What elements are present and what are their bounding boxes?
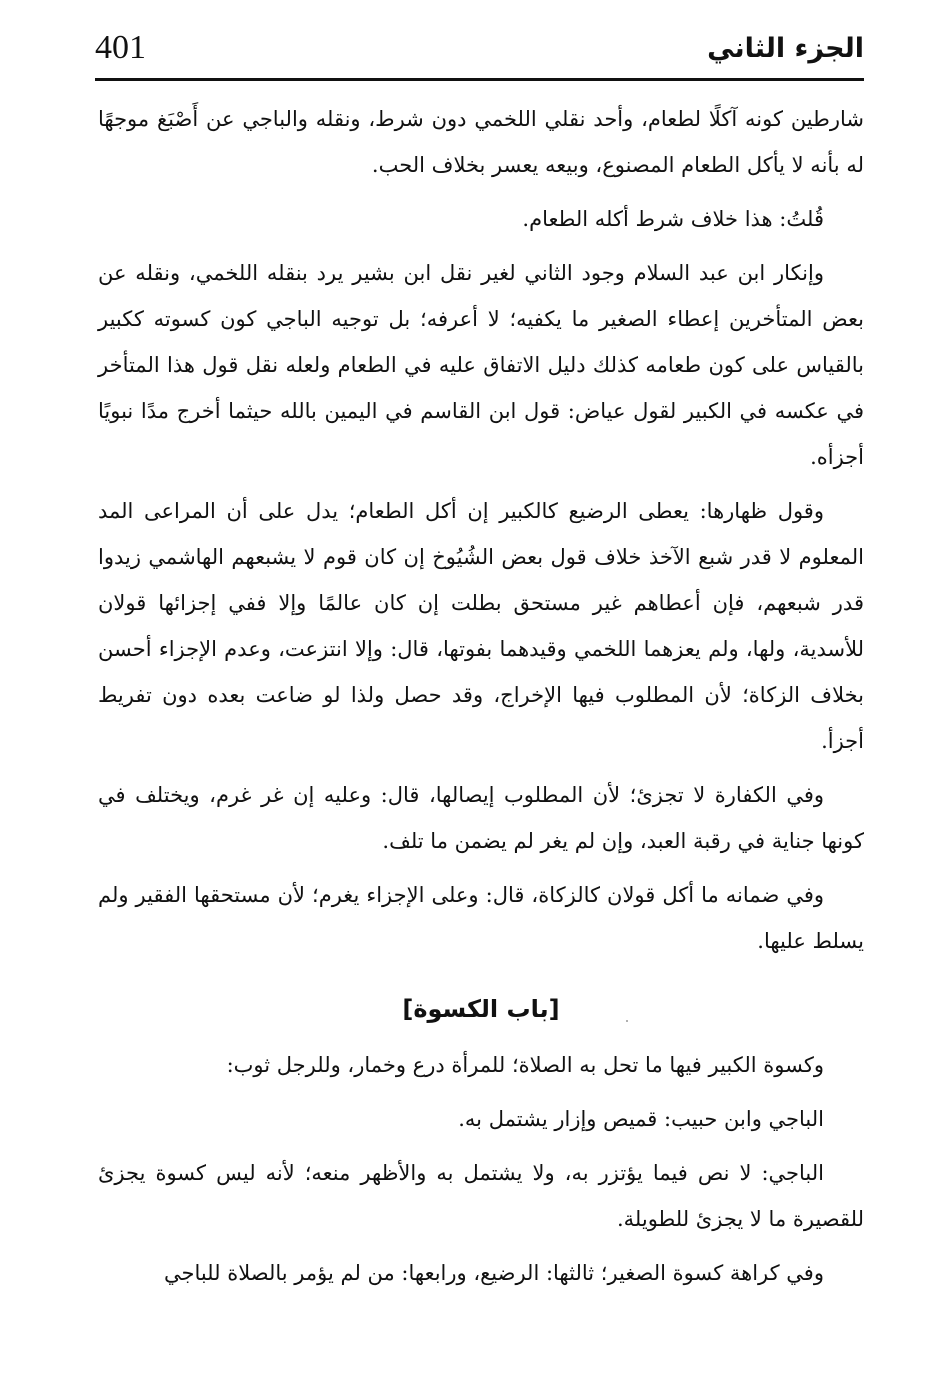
section-title: [باب الكسوة] — [402, 995, 560, 1023]
paragraph: الباجي: لا نص فيما يؤتزر به، ولا يشتمل به والأظهر منعه؛ لأنه ليس كسوة يجزئ للقصيرة ما لا يجزئ للطويلة. — [98, 1161, 864, 1231]
page-header — [95, 26, 864, 74]
paragraph: وفي ضمانه ما أكل قولان كالزكاة، قال: وعلى الإجزاء يغرم؛ لأن مستحقها الفقير ولم يسلط عليها. — [98, 883, 864, 953]
paragraph: وفي كراهة كسوة الصغير؛ ثالثها: الرضيع، ورابعها: من لم يؤمر بالصلاة للباجي — [163, 1261, 824, 1285]
body-text — [98, 96, 864, 1304]
paragraph: وكسوة الكبير فيها ما تحل به الصلاة؛ للمرأة درع وخمار، وللرجل ثوب: — [226, 1053, 824, 1077]
page-number: 401 — [95, 29, 146, 66]
running-head: الجزء الثاني — [707, 33, 864, 64]
paragraph: شارطين كونه آكلًا لطعام، وأحد نقلي اللخمي دون شرط، ونقله والباجي عن أَصْبَغ موجهًا له بأنه لا يأكل الطعام المصنوع، وبيعه يعسر بخلاف الحب. — [98, 107, 864, 177]
header-divider — [95, 78, 864, 81]
scan-speck — [626, 1020, 628, 1022]
paragraph: الباجي وابن حبيب: قميص وإزار يشتمل به. — [458, 1107, 824, 1131]
paragraph: وفي الكفارة لا تجزئ؛ لأن المطلوب إيصالها، قال: وعليه إن غر غرم، ويختلف في كونها جناية في رقبة العبد، وإن لم يغر لم يضمن ما تلف. — [98, 783, 864, 853]
paragraph: قُلتُ: هذا خلاف شرط أكله الطعام. — [522, 207, 824, 231]
paragraph: وإنكار ابن عبد السلام وجود الثاني لغير نقل ابن بشير يرد بنقله اللخمي، ونقله عن بعض المتأخرين إعطاء الصغير ما يكفيه؛ لا أعرفه؛ بل توجيه الباجي كون كسوته ككبير بالقياس على كون طعامه كذلك دليل الاتفاق عليه في الطعام ولعله نقل قول هذا المتأخر في عكسه في الكبير لقول عياض: قول ابن القاسم في اليمين بالله حيثما أخرج مدًا نبويًا أجزأه. — [98, 261, 864, 469]
paragraph: وقول ظهارها: يعطى الرضيع كالكبير إن أكل الطعام؛ يدل على أن المراعى المد المعلوم لا قدر شبع الآخذ خلاف قول بعض الشُيُوخ إن كان قوم لا يشبعهم الهاشمي زيدوا قدر شبعهم، فإن أعطاهم غير مستحق بطلت إن كان عالمًا وإلا ففي إجزائها قولان للأسدية، ولها، ولم يعزهما اللخمي وقيدهما بفوتها، قال: وإلا انتزعت، وعدم الإجزاء أحسن بخلاف الزكاة؛ لأن المطلوب فيها الإخراج، وقد حصل ولذا لو ضاعت بعده دون تفريط أجزأ. — [98, 499, 864, 753]
